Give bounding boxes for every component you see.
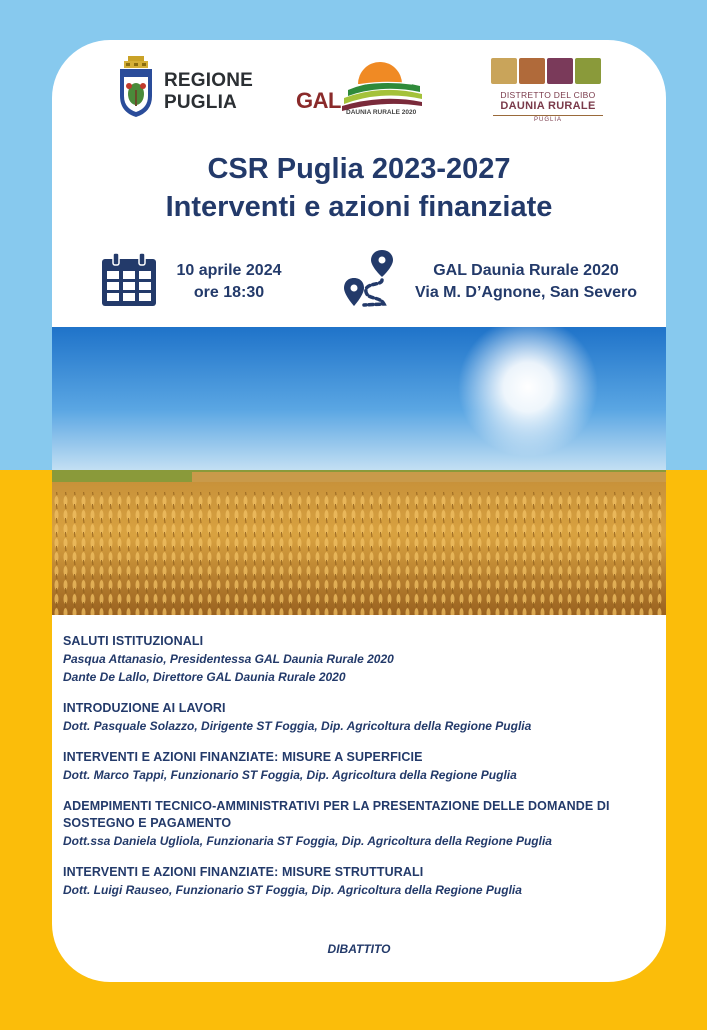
gal-subtitle: DAUNIA RURALE 2020 <box>346 109 417 116</box>
event-location <box>402 260 650 304</box>
program-heading: INTERVENTI E AZIONI FINANZIATE: MISURE STRUTTURALI <box>63 865 424 879</box>
regione-puglia-crest-icon <box>116 56 156 118</box>
program-speaker: Dante De Lallo, Direttore GAL Daunia Rurale 2020 <box>63 670 346 684</box>
program-item <box>63 633 663 686</box>
title-line2: Interventi e azioni finanziate <box>165 191 553 223</box>
gal-wordmark: GAL <box>296 88 341 113</box>
route-pin-icon <box>344 250 396 308</box>
closing-dibattito: DIBATTITO <box>327 942 391 956</box>
olive-tile-icon <box>575 58 601 84</box>
program-speaker: Dott. Marco Tappi, Funzionario ST Foggia, Dip. Agricoltura della Regione Puglia <box>63 768 517 782</box>
regione-line2: PUGLIA <box>164 92 237 113</box>
distretto-cibo-logo <box>489 58 607 124</box>
program-speaker: Dott.ssa Daniela Ugliola, Funzionaria ST Foggia, Dip. Agricoltura della Regione Puglia <box>63 834 552 848</box>
regione-puglia-wordmark <box>164 70 253 114</box>
program-heading: INTRODUZIONE AI LAVORI <box>63 701 226 715</box>
sun-fields-icon <box>342 56 424 112</box>
program-item <box>63 864 663 899</box>
title-line1: CSR Puglia 2023-2027 <box>207 153 511 185</box>
event-time: ore 18:30 <box>193 284 265 301</box>
distretto-line3: PUGLIA <box>533 117 562 123</box>
calendar-icon <box>101 253 157 307</box>
page-title <box>52 150 666 226</box>
event-date: 10 aprile 2024 <box>176 262 282 279</box>
event-place: GAL Daunia Rurale 2020 <box>433 262 619 279</box>
distretto-divider <box>493 115 603 116</box>
pattern-tile-icon <box>519 58 545 84</box>
program-item <box>63 700 663 735</box>
wheat-tile-icon <box>491 58 517 84</box>
program-speaker: Dott. Pasquale Solazzo, Dirigente ST Foggia, Dip. Agricoltura della Regione Puglia <box>63 719 532 733</box>
program-item <box>63 749 663 784</box>
event-date-time <box>164 260 294 304</box>
regione-puglia-logo <box>116 56 266 120</box>
wheat-field-photo <box>52 327 666 615</box>
event-address: Via M. D’Agnone, San Severo <box>415 284 637 301</box>
grapes-tile-icon <box>547 58 573 84</box>
gal-daunia-logo <box>292 56 424 122</box>
program-heading: INTERVENTI E AZIONI FINANZIATE: MISURE A SUPERFICIE <box>63 750 423 764</box>
program-item <box>63 798 663 850</box>
program-heading: SALUTI ISTITUZIONALI <box>63 634 204 648</box>
regione-line1: REGIONE <box>164 70 254 91</box>
program-heading: ADEMPIMENTI TECNICO-AMMINISTRATIVI PER LA PRESENTAZIONE DELLE DOMANDE DI SOSTEGNO E PAGAMENTO <box>63 799 610 830</box>
program-speaker: Dott. Luigi Rauseo, Funzionario ST Foggia, Dip. Agricoltura della Regione Puglia <box>63 883 522 897</box>
distretto-line2: DAUNIA RURALE <box>500 100 596 112</box>
program-list <box>63 633 663 913</box>
program-speaker: Pasqua Attanasio, Presidentessa GAL Daunia Rurale 2020 <box>63 652 394 666</box>
distretto-line1: DISTRETTO DEL CIBO <box>500 90 596 100</box>
distretto-tiles <box>491 58 601 84</box>
poster-card <box>52 40 666 982</box>
